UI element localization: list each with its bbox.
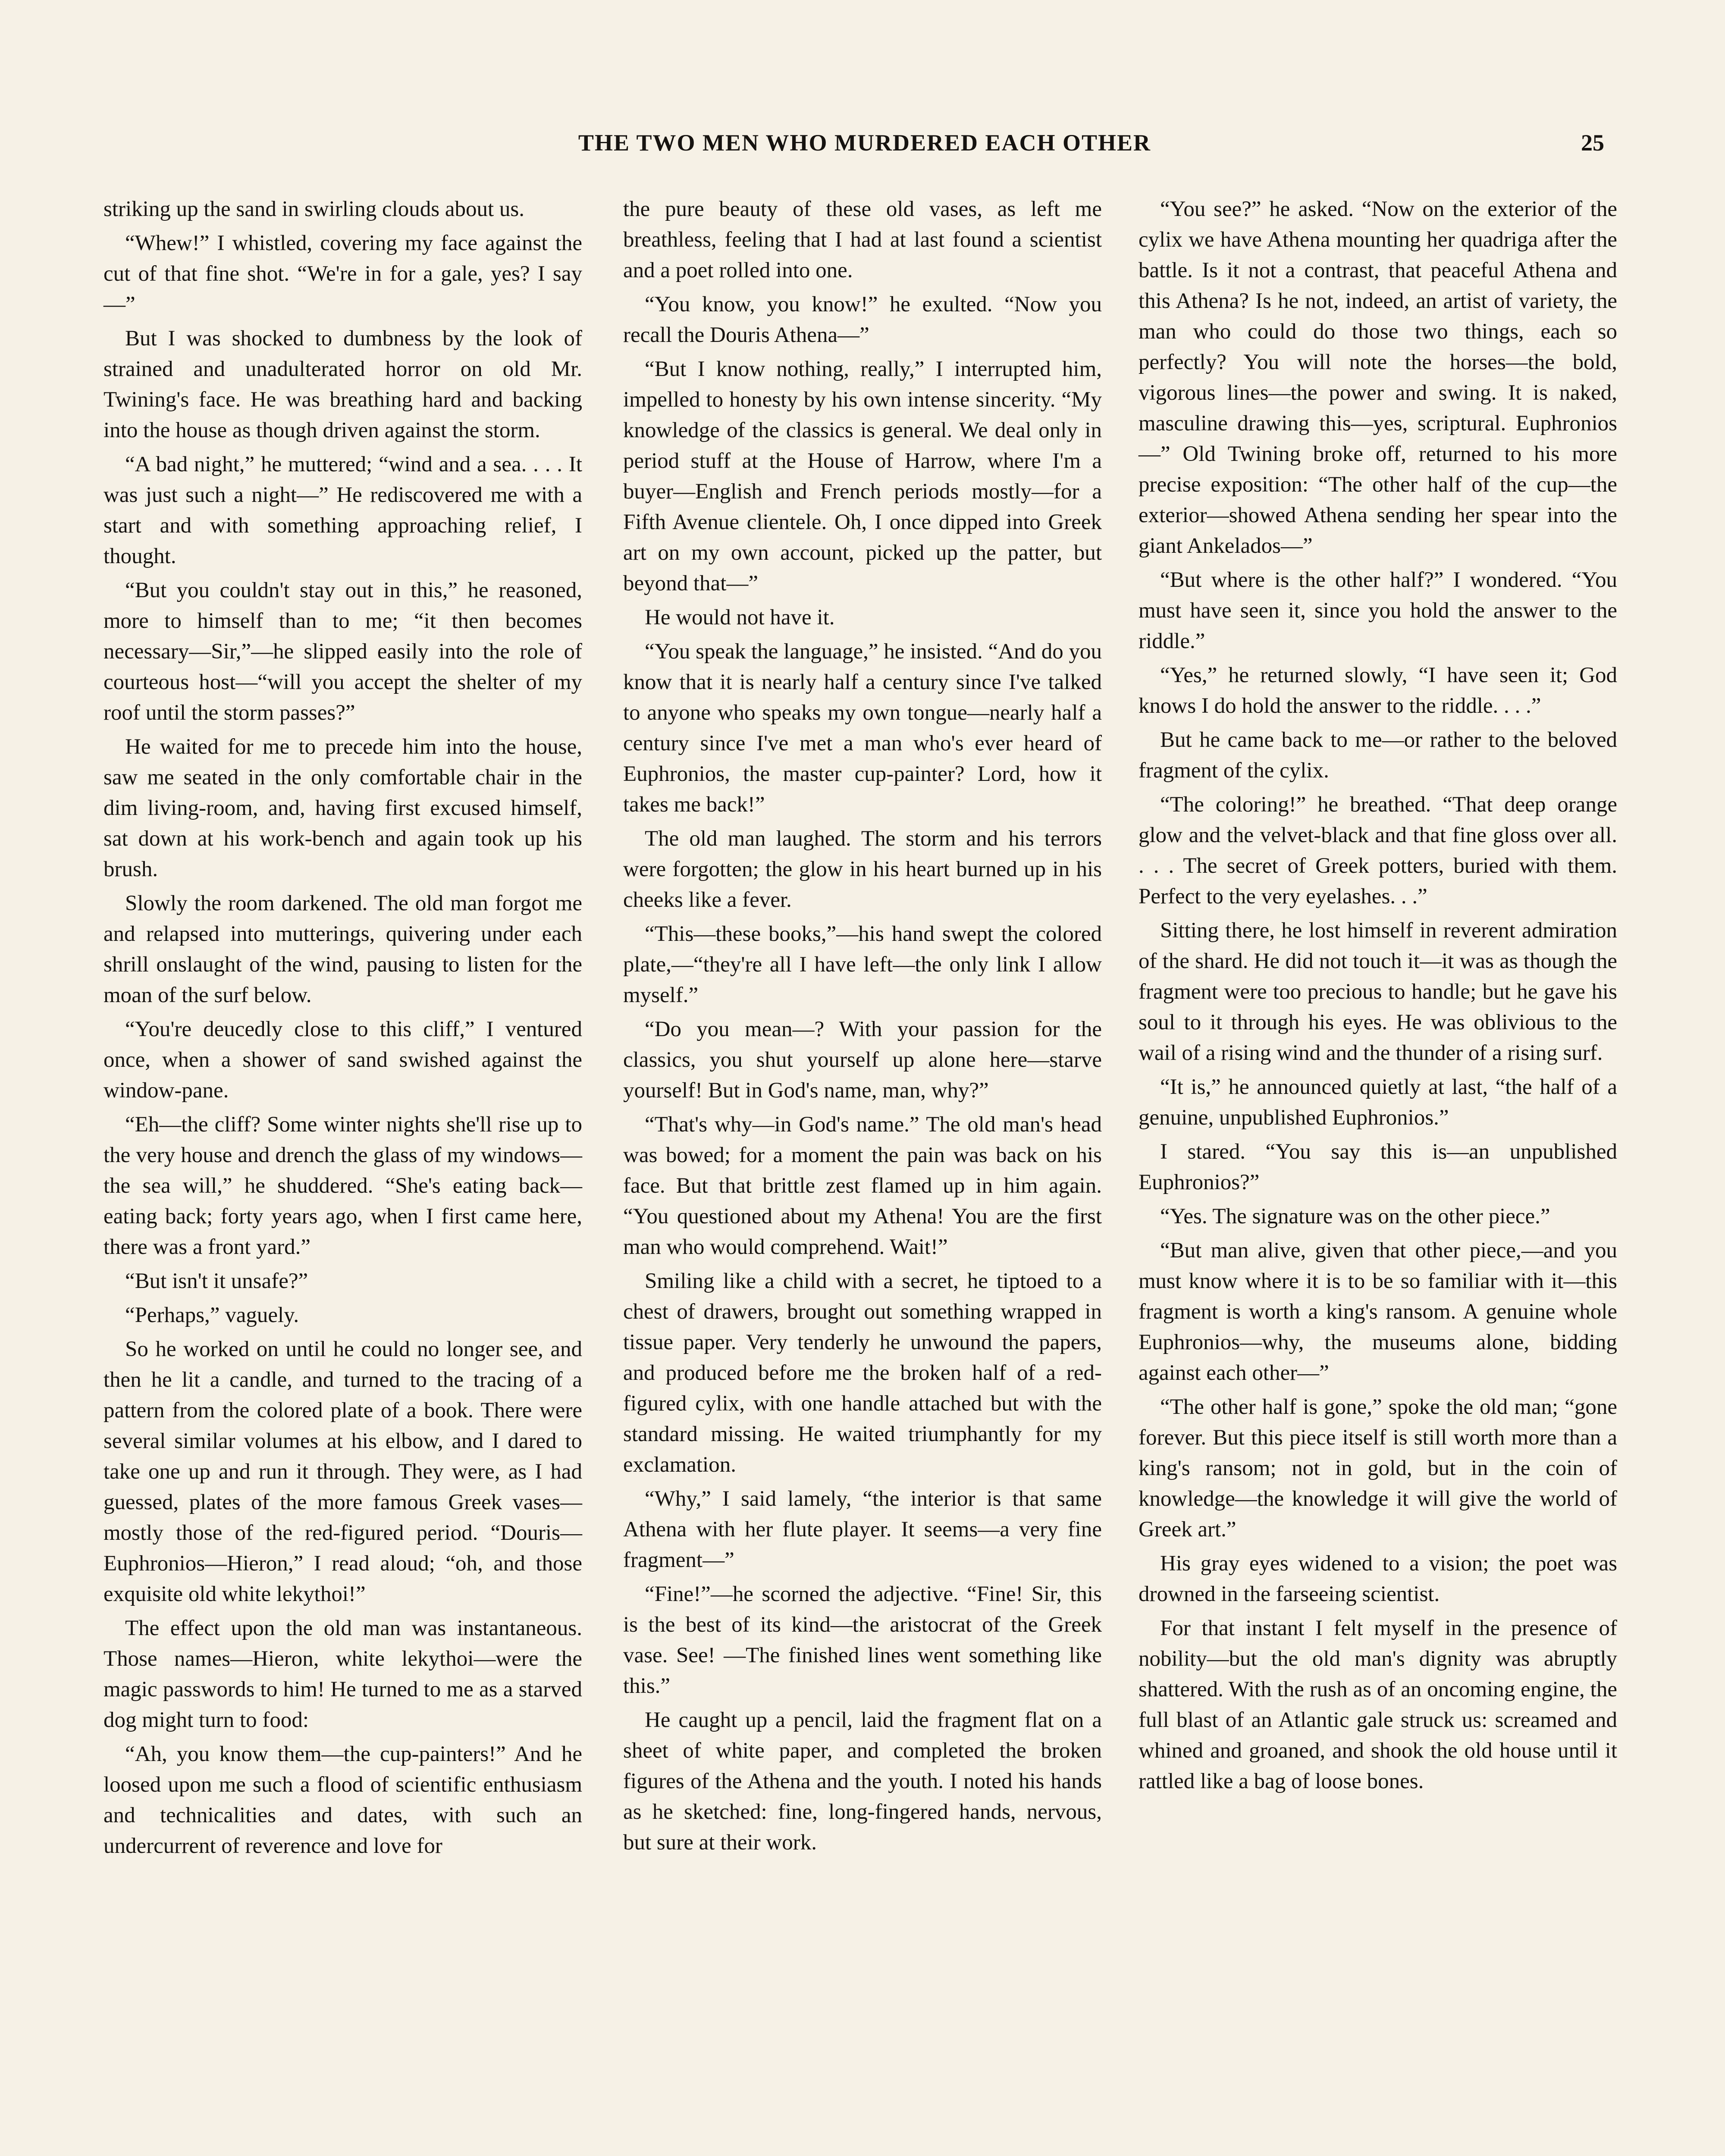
paragraph: “That's why—in God's name.” The old man's head was bowed; for a moment the pain was back on his face. But that brittle zest flamed up in him again. “You questioned about my Athena! You are the first man who would comprehend. Wait!” (623, 1112, 1102, 1259)
paragraph: The effect upon the old man was instantaneous. Those names—Hieron, white lekythoi—were the magic passwords to him! He turned to me as a starved dog might turn to food: (104, 1616, 582, 1732)
paragraph: “Perhaps,” vaguely. (125, 1303, 299, 1327)
paragraph: “But I know nothing, really,” I interrupted him, impelled to honesty by his own intense sincerity. “My knowledge of the classics is general. We deal only in period stuff at the House of Harrow, where I'm a buyer—English and French periods mostly—for a Fifth Avenue clientele. Oh, I once dipped into Greek art on my own account, picked up the patter, but beyond that—” (623, 357, 1102, 595)
paragraph: the pure beauty of these old vases, as left me breathless, feeling that I had at last found a scientist and a poet rolled into one. (623, 197, 1102, 282)
paragraph: “Whew!” I whistled, covering my face against the cut of that fine shot. “We're in for a gale, yes? I say—” (104, 231, 582, 317)
page-number: 25 (1581, 130, 1604, 156)
paragraph: “It is,” he announced quietly at last, “the half of a genuine, unpublished Euphronios.” (1138, 1075, 1617, 1130)
running-head (99, 129, 1630, 177)
paragraph: striking up the sand in swirling clouds about us. (104, 197, 525, 221)
paragraph: His gray eyes widened to a vision; the poet was drowned in the farseeing scientist. (1138, 1551, 1617, 1606)
paragraph: “The other half is gone,” spoke the old man; “gone forever. But this piece itself is still worth more than a king's ransom; not in gold, but in the coin of knowledge—the knowledge it will give the world of Greek art.” (1138, 1395, 1617, 1542)
paragraph: Sitting there, he lost himself in reverent admiration of the shard. He did not touch it—it was as though the fragment were too precious to handle; but he gave his soul to it through his eyes. He was oblivious to the wail of a rising wind and the thunder of a rising surf. (1138, 918, 1617, 1065)
paragraph: He waited for me to precede him into the house, saw me seated in the only comfortable chair in the dim living-room, and, having first excused himself, sat down at his work-bench and again took up his brush. (104, 735, 582, 881)
column-1 (104, 194, 582, 1861)
paragraph: “You're deucedly close to this cliff,” I ventured once, when a shower of sand swished against the window-pane. (104, 1017, 582, 1103)
paragraph: I stared. “You say this is—an unpublished Euphronios?” (1138, 1140, 1617, 1194)
paragraph: “Why,” I said lamely, “the interior is that same Athena with her flute player. It seems—a very fine fragment—” (623, 1487, 1102, 1572)
text-columns (99, 194, 1634, 2156)
paragraph: But I was shocked to dumbness by the look of strained and unadulterated horror on old Mr. Twining's face. He was breathing hard and backing into the house as though driven against the storm. (104, 326, 582, 442)
paragraph: Smiling like a child with a secret, he tiptoed to a chest of drawers, brought out something wrapped in tissue paper. Very tenderly he unwound the papers, and produced before me the broken half of a red-figured cylix, with one handle attached but with the standard missing. He waited triumphantly for my exclamation. (623, 1269, 1102, 1477)
column-3 (1138, 194, 1617, 1797)
paragraph: So he worked on until he could no longer see, and then he lit a candle, and turned to the tracing of a pattern from the colored plate of a book. There were several similar volumes at his elbow, and I dared to take one up and run it through. They were, as I had guessed, plates of the more famous Greek vases—mostly those of the red-figured period. “Douris—Euphronios—Hieron,” I read aloud; “oh, and those exquisite old white lekythoi!” (104, 1337, 582, 1606)
paragraph: “Yes. The signature was on the other piece.” (1160, 1204, 1550, 1228)
paragraph: “Fine!”—he scorned the adjective. “Fine! Sir, this is the best of its kind—the aristocrat of the Greek vase. See! —The finished lines went something like this.” (623, 1582, 1102, 1698)
column-2 (623, 194, 1102, 1858)
paragraph: For that instant I felt myself in the presence of nobility—but the old man's dignity was abruptly shattered. With the rush as of an oncoming engine, the full blast of an Atlantic gale struck us: screamed and whined and groaned, and shook the old house until it rattled like a bag of loose bones. (1138, 1616, 1617, 1793)
paragraph: “This—these books,”—his hand swept the colored plate,—“they're all I have left—the only link I allow myself.” (623, 922, 1102, 1007)
paragraph: “But isn't it unsafe?” (125, 1269, 308, 1293)
paragraph: “Ah, you know them—the cup-painters!” And he loosed upon me such a flood of scientific enthusiasm and technicalities and dates, with such an undercurrent of reverence and love for (104, 1742, 582, 1858)
paragraph: Slowly the room darkened. The old man forgot me and relapsed into mutterings, quivering under each shrill onslaught of the wind, pausing to listen for the moan of the surf below. (104, 891, 582, 1007)
paragraph: “A bad night,” he muttered; “wind and a sea. . . . It was just such a night—” He rediscovered me with a start and with something approaching relief, I thought. (104, 452, 582, 568)
paragraph: “Eh—the cliff? Some winter nights she'll rise up to the very house and drench the glass of my windows—the sea will,” he shuddered. “She's eating back—eating back; forty years ago, when I first came here, there was a front yard.” (104, 1112, 582, 1259)
running-title: THE TWO MEN WHO MURDERED EACH OTHER (578, 130, 1151, 156)
paragraph: “But man alive, given that other piece,—and you must know where it is to be so familiar with it—this fragment is worth a king's ransom. A genuine whole Euphronios—why, the museums alone, bidding against each other—” (1138, 1238, 1617, 1385)
paragraph: “But you couldn't stay out in this,” he reasoned, more to himself than to me; “it then becomes necessary—Sir,”—he slipped easily into the role of courteous host—“will you accept the shelter of my roof until the storm passes?” (104, 578, 582, 725)
paragraph: “You see?” he asked. “Now on the exterior of the cylix we have Athena mounting her quadriga after the battle. Is it not a contrast, that peaceful Athena and this Athena? Is he not, indeed, an artist of variety, the man who could do those two things, each so perfectly? You will note the horses—the bold, vigorous lines—the power and swing. It is naked, masculine drawing this—yes, scriptural. Euphronios—” Old Twining broke off, returned to his more precise exposition: “The other half of the cup—the exterior—showed Athena sending her spear into the giant Ankelados—” (1138, 197, 1617, 558)
paragraph: “Do you mean—? With your passion for the classics, you shut yourself up alone here—starve yourself! But in God's name, man, why?” (623, 1017, 1102, 1103)
paragraph: He would not have it. (645, 605, 835, 630)
paragraph: “You know, you know!” he exulted. “Now you recall the Douris Athena—” (623, 292, 1102, 347)
paragraph: But he came back to me—or rather to the beloved fragment of the cylix. (1138, 728, 1617, 783)
paragraph: “But where is the other half?” I wondered. “You must have seen it, since you hold the answer to the riddle.” (1138, 568, 1617, 653)
paragraph: The old man laughed. The storm and his terrors were forgotten; the glow in his heart burned up in his cheeks like a fever. (623, 827, 1102, 912)
paragraph: “Yes,” he returned slowly, “I have seen it; God knows I do hold the answer to the riddle. . . .” (1138, 663, 1617, 718)
paragraph: “The coloring!” he breathed. “That deep orange glow and the velvet-black and that fine gloss over all. . . . The secret of Greek potters, buried with them. Perfect to the very eyelashes. . .” (1138, 793, 1617, 909)
paragraph: “You speak the language,” he insisted. “And do you know that it is nearly half a century since I've talked to anyone who speaks my own tongue—nearly half a century since I've met a man who's ever heard of Euphronios, the master cup-painter? Lord, how it takes me back!” (623, 639, 1102, 817)
paragraph: He caught up a pencil, laid the fragment flat on a sheet of white paper, and completed the broken figures of the Athena and the youth. I noted his hands as he sketched: fine, long-fingered hands, nervous, but sure at their work. (623, 1708, 1102, 1855)
